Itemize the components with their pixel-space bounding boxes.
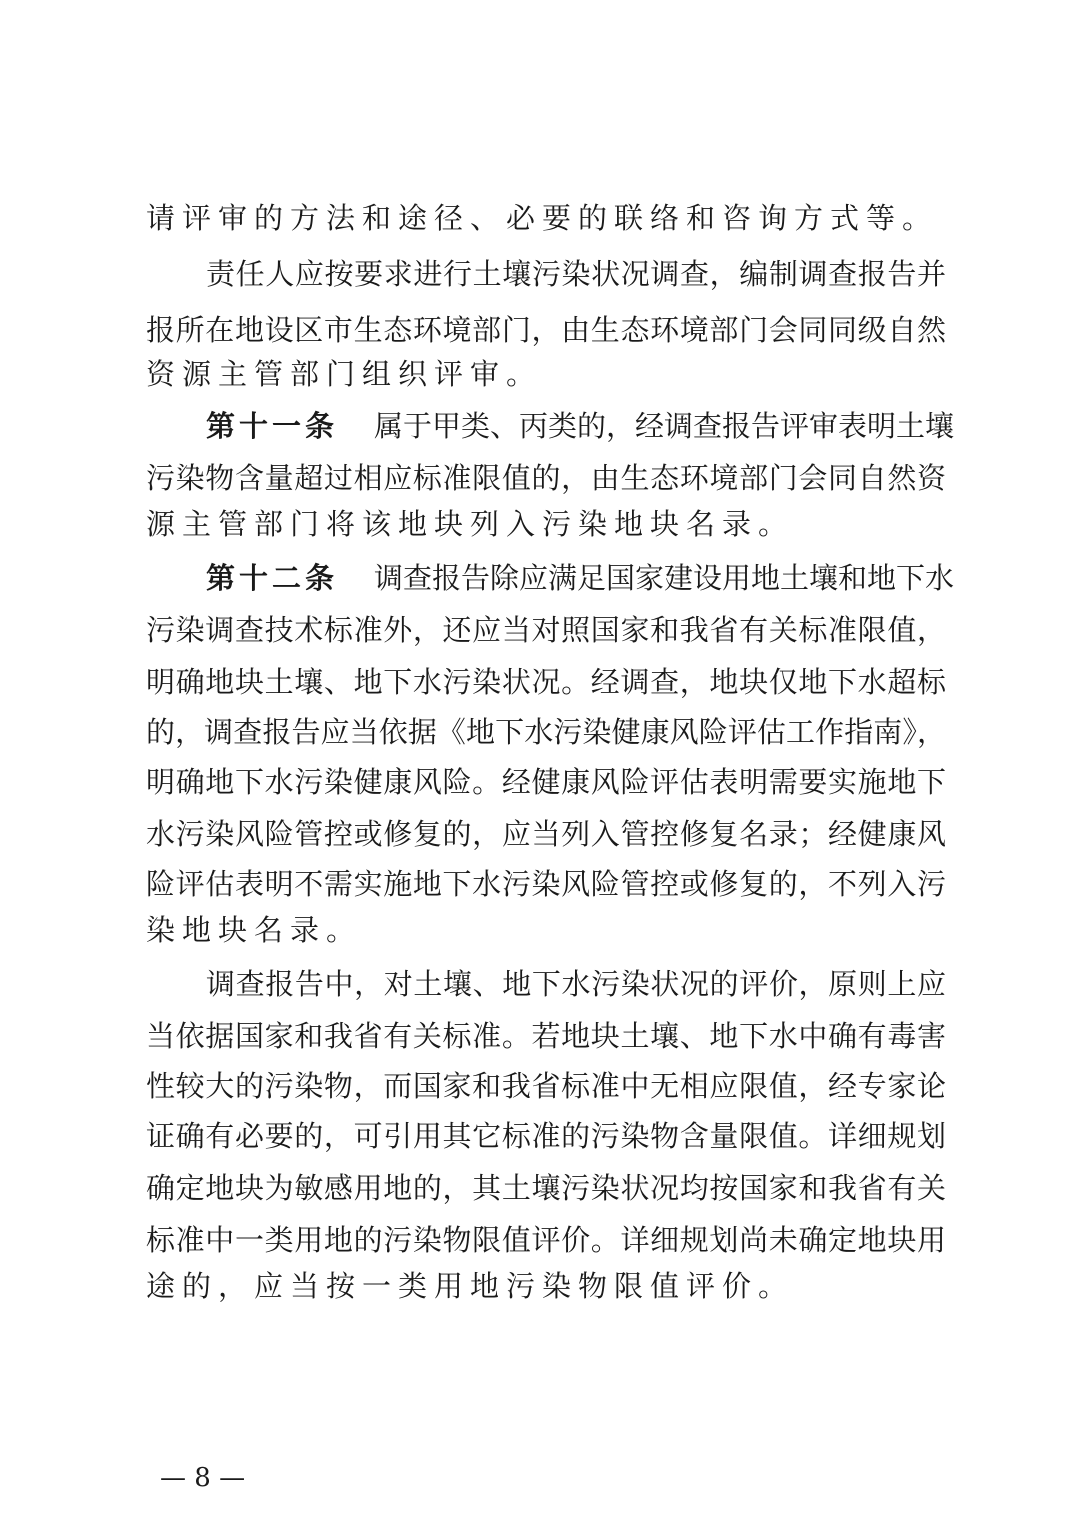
paragraph-line: 请评审的方法和途径、必要的联络和咨询方式等。 xyxy=(146,201,939,235)
page-number: — 8 — xyxy=(160,1463,246,1493)
paragraph-line: 调查报告中，对土壤、地下水污染状况的评价，原则上应 xyxy=(206,967,946,1001)
paragraph-line: 染地块名录。 xyxy=(146,913,363,947)
paragraph-text: 属于甲类、丙类的，经调查报告评审表明土壤 xyxy=(374,409,955,443)
article-label: 第十一条 xyxy=(206,409,339,443)
paragraph-line: 明确地块土壤、地下水污染状况。经调查，地块仅地下水超标 xyxy=(146,665,946,699)
article-first-line xyxy=(206,550,955,606)
paragraph-text: 调查报告除应满足国家建设用地土壤和地下水 xyxy=(374,561,955,595)
paragraph-line: 当依据国家和我省有关标准。若地块土壤、地下水中确有毒害 xyxy=(146,1019,946,1053)
paragraph-line: 险评估表明不需实施地下水污染风险管控或修复的，不列入污 xyxy=(146,867,946,901)
paragraph-line: 的，调查报告应当依据《地下水污染健康风险评估工作指南》， xyxy=(146,715,946,749)
paragraph-line: 责任人应按要求进行土壤污染状况调查，编制调查报告并 xyxy=(206,257,946,291)
paragraph-line: 资源主管部门组织评审。 xyxy=(146,357,543,391)
paragraph-line: 源主管部门将该地块列入污染地块名录。 xyxy=(146,507,795,541)
paragraph-line: 性较大的污染物，而国家和我省标准中无相应限值，经专家论 xyxy=(146,1069,946,1103)
paragraph-line: 水污染风险管控或修复的，应当列入管控修复名录；经健康风 xyxy=(146,817,946,851)
paragraph-line: 证确有必要的，可引用其它标准的污染物含量限值。详细规划 xyxy=(146,1119,946,1153)
paragraph-line: 确定地块为敏感用地的，其土壤污染状况均按国家和我省有关 xyxy=(146,1171,946,1205)
paragraph-line: 污染调查技术标准外，还应当对照国家和我省有关标准限值， xyxy=(146,613,946,647)
article-first-line xyxy=(206,398,955,454)
paragraph-line: 明确地下水污染健康风险。经健康风险评估表明需要实施地下 xyxy=(146,765,946,799)
paragraph-line: 报所在地设区市生态环境部门，由生态环境部门会同同级自然 xyxy=(146,313,946,347)
article-label: 第十二条 xyxy=(206,561,339,595)
paragraph-line: 标准中一类用地的污染物限值评价。详细规划尚未确定地块用 xyxy=(146,1223,946,1257)
paragraph-line: 途的，应当按一类用地污染物限值评价。 xyxy=(146,1269,795,1303)
paragraph-line: 污染物含量超过相应标准限值的，由生态环境部门会同自然资 xyxy=(146,461,946,495)
